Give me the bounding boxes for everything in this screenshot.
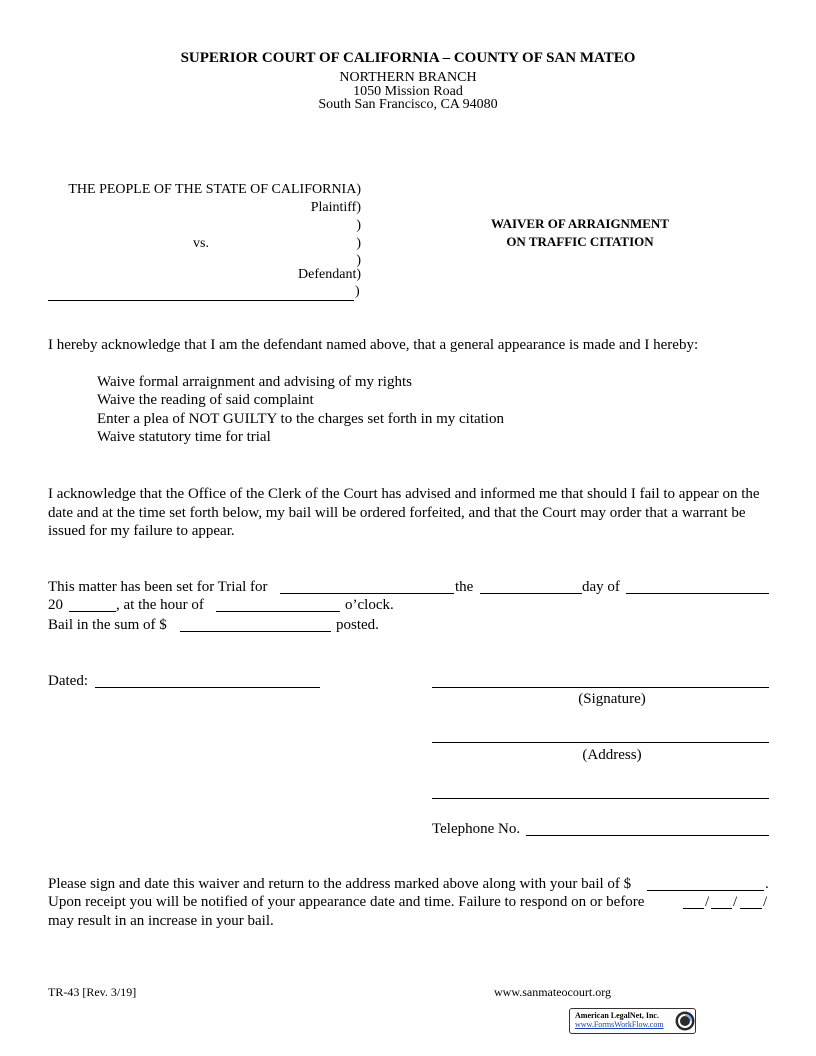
- form-number: TR-43 [Rev. 3/19]: [48, 985, 137, 999]
- court-city: South San Francisco, CA 94080: [318, 97, 498, 112]
- trial-date-field[interactable]: [280, 593, 454, 594]
- period: .: [765, 876, 769, 892]
- clerk-advisement: I acknowledge that the Office of the Clerk of the Court has advised and informed me that should I fail to appear on the date and at the time set forth below, my bail will be ordered forfeited, and that the Court may order that a warrant be issued for my failure to appear.: [48, 486, 760, 539]
- date-slash: /: [763, 894, 768, 910]
- date-slash: /: [733, 894, 738, 910]
- caption-paren: ): [356, 236, 361, 251]
- globe-icon: [674, 1010, 696, 1032]
- caption-paren: ): [356, 218, 361, 233]
- respond-day-field[interactable]: [711, 908, 732, 909]
- trial-day-field[interactable]: [480, 593, 582, 594]
- waiver-item: Waive formal arraignment and advising of my rights: [97, 374, 412, 390]
- date-slash: /: [705, 894, 710, 910]
- waiver-item: Waive the reading of said complaint: [97, 392, 314, 408]
- bail-label: Bail in the sum of $: [48, 617, 167, 633]
- address-label: (Address): [582, 747, 642, 763]
- dated-label: Dated:: [48, 673, 88, 689]
- respond-month-field[interactable]: [683, 908, 704, 909]
- return-notice-line2: Upon receipt you will be notified of your appearance date and time. Failure to respond on or before: [48, 894, 645, 910]
- waiver-item: Waive statutory time for trial: [97, 429, 271, 445]
- posted-label: posted.: [336, 617, 379, 633]
- court-website: www.sanmateocourt.org: [494, 985, 611, 999]
- oclock-label: o’clock.: [345, 597, 394, 613]
- address-field-2[interactable]: [432, 798, 769, 799]
- trial-month-field[interactable]: [626, 593, 769, 594]
- logo-link[interactable]: www.FormsWorkFlow.com: [575, 1020, 664, 1029]
- return-notice-line3: may result in an increase in your bail.: [48, 913, 274, 929]
- trial-year-field[interactable]: [69, 611, 116, 612]
- form-subtitle: ON TRAFFIC CITATION: [506, 234, 654, 249]
- caption-paren: ): [355, 284, 360, 299]
- waiver-item: Enter a plea of NOT GUILTY to the charges set forth in my citation: [97, 411, 504, 427]
- dated-field[interactable]: [95, 687, 320, 688]
- branch-name: NORTHERN BRANCH: [339, 70, 477, 85]
- court-name: SUPERIOR COURT OF CALIFORNIA – COUNTY OF SAN MATEO: [180, 50, 636, 66]
- caption-plaintiff: Plaintiff): [310, 200, 361, 215]
- bail-return-amount-field[interactable]: [647, 890, 764, 891]
- trial-the-label: the: [455, 579, 474, 595]
- year-prefix: 20: [48, 597, 63, 613]
- bail-amount-field[interactable]: [180, 631, 331, 632]
- court-address: 1050 Mission Road: [353, 84, 463, 99]
- caption-paren: ): [356, 253, 361, 268]
- address-field[interactable]: [432, 742, 769, 743]
- signature-label: (Signature): [578, 691, 646, 707]
- telephone-label: Telephone No.: [432, 821, 521, 837]
- respond-year-field[interactable]: [740, 908, 762, 909]
- trial-dayof-label: day of: [582, 579, 620, 595]
- form-title: WAIVER OF ARRAIGNMENT: [491, 216, 669, 231]
- caption-defendant: Defendant): [298, 267, 361, 282]
- defendant-name-line[interactable]: [48, 300, 354, 301]
- return-notice-line1: Please sign and date this waiver and return to the address marked above along with your bail of $: [48, 876, 632, 892]
- acknowledge-intro: I hereby acknowledge that I am the defendant named above, that a general appearance is made and I hereby:: [48, 337, 699, 353]
- signature-field[interactable]: [432, 687, 769, 688]
- trial-hour-field[interactable]: [216, 611, 340, 612]
- telephone-field[interactable]: [526, 835, 769, 836]
- caption-people: THE PEOPLE OF THE STATE OF CALIFORNIA): [68, 182, 361, 197]
- trial-set-label: This matter has been set for Trial for: [48, 579, 268, 595]
- logo-company: American LegalNet, Inc.: [575, 1011, 659, 1020]
- caption-vs: vs.: [193, 236, 209, 251]
- hour-of-label: , at the hour of: [116, 597, 204, 613]
